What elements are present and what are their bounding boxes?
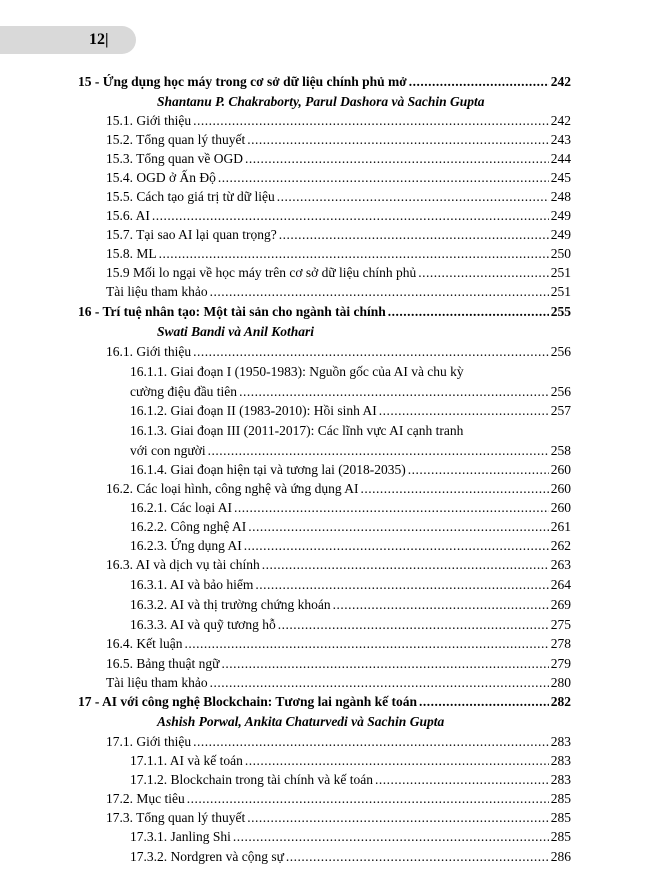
toc-entry[interactable]: 17.1.2. Blockchain trong tài chính và kế toán ..... 283 [130, 770, 571, 790]
toc-entry-line1[interactable]: 16.1.3. Giai đoạn III (2011-2017): Các lĩnh vực AI cạnh tranh [130, 423, 464, 438]
toc-entry[interactable]: 15.8. ML ..... 250 [106, 244, 571, 264]
toc-entry[interactable]: 16.5. Bảng thuật ngữ ..... 279 [106, 654, 571, 674]
page-number: 12| [89, 31, 109, 48]
toc-chapter-15-authors: Shantanu P. Chakraborty, Parul Dashora và Sachin Gupta [157, 94, 485, 109]
toc-entry-page: 282 [550, 694, 571, 709]
toc-chapter-17[interactable] [78, 692, 571, 712]
toc-entry[interactable]: cường điệu đầu tiên ..... 256 [130, 382, 571, 402]
toc-entry-title: 16 - Trí tuệ nhân tạo: Một tài sản cho ngành tài chính [78, 304, 386, 319]
toc-chapter-16[interactable] [78, 302, 571, 322]
toc-entry[interactable]: 17.1. Giới thiệu ..... 283 [106, 732, 571, 752]
toc-entry-title: 17 - AI với công nghệ Blockchain: Tương lai ngành kế toán [78, 694, 417, 709]
toc-entry-page: 242 [550, 74, 571, 89]
toc-entry[interactable]: 16.3.2. AI và thị trường chứng khoán ..... 269 [130, 595, 571, 615]
toc-entry[interactable]: 17.2. Mục tiêu ..... 285 [106, 789, 571, 809]
toc-entry[interactable]: 16.2.2. Công nghệ AI ..... 261 [130, 517, 571, 537]
toc-entry[interactable]: Tài liệu tham khảo ..... 251 [106, 282, 571, 302]
toc-entry[interactable]: 15.5. Cách tạo giá trị từ dữ liệu ..... 248 [106, 187, 571, 207]
toc-entry[interactable]: 15.3. Tổng quan về OGD ..... 244 [106, 149, 571, 169]
toc-entry[interactable]: 16.3.1. AI và bảo hiểm ..... 264 [130, 575, 571, 595]
toc-entry[interactable]: 15.6. AI ..... 249 [106, 206, 571, 226]
toc-entry[interactable]: 15.1. Giới thiệu ..... 242 [106, 111, 571, 131]
toc-entry[interactable]: 16.3. AI và dịch vụ tài chính ..... 263 [106, 555, 571, 575]
toc-entry[interactable]: 16.1.4. Giai đoạn hiện tại và tương lai (2018-2035) ..... 260 [130, 460, 571, 480]
toc-entry[interactable]: 15.2. Tổng quan lý thuyết ..... 243 [106, 130, 571, 150]
toc-entry[interactable]: 15.9 Mối lo ngại về học máy trên cơ sở dữ liệu chính phủ ..... 251 [106, 263, 571, 283]
toc-entry[interactable]: 15.7. Tại sao AI lại quan trọng? ..... 249 [106, 225, 571, 245]
toc-entry[interactable]: 17.3.1. Janling Shi ..... 285 [130, 827, 571, 847]
toc-entry-page: 255 [550, 304, 571, 319]
toc-chapter-17-authors: Ashish Porwal, Ankita Chaturvedi và Sachin Gupta [157, 714, 445, 729]
toc-entry[interactable]: 15.4. OGD ở Ấn Độ ..... 245 [106, 168, 571, 188]
toc-entry[interactable]: 16.1.2. Giai đoạn II (1983-2010): Hồi sinh AI ..... 257 [130, 401, 571, 421]
toc-entry[interactable]: 16.2. Các loại hình, công nghệ và ứng dụng AI ..... 260 [106, 479, 571, 499]
toc-entry[interactable]: với con người ..... 258 [130, 441, 571, 461]
toc-entry-title: 15 - Ứng dụng học máy trong cơ sở dữ liệu chính phủ mở [78, 74, 407, 89]
toc-entry[interactable]: 16.2.1. Các loại AI ..... 260 [130, 498, 571, 518]
toc-chapter-15[interactable] [78, 72, 571, 92]
toc-entry[interactable]: 17.1.1. AI và kế toán ..... 283 [130, 751, 571, 771]
toc-entry[interactable]: 17.3. Tổng quan lý thuyết ..... 285 [106, 808, 571, 828]
toc-entry[interactable]: Tài liệu tham khảo ..... 280 [106, 673, 571, 693]
toc-entry[interactable]: 16.1. Giới thiệu ..... 256 [106, 342, 571, 362]
toc-entry[interactable]: 17.3.2. Nordgren và cộng sự ..... 286 [130, 847, 571, 867]
page-number-tab [0, 26, 136, 54]
toc-entry[interactable]: 16.3.3. AI và quỹ tương hỗ ..... 275 [130, 615, 571, 635]
toc-chapter-16-authors: Swati Bandi và Anil Kothari [157, 324, 315, 339]
toc-entry-line1[interactable]: 16.1.1. Giai đoạn I (1950-1983): Nguồn gốc của AI và chu kỳ [130, 364, 464, 379]
toc-entry[interactable]: 16.2.3. Ứng dụng AI ..... 262 [130, 536, 571, 556]
toc-entry[interactable]: 16.4. Kết luận ..... 278 [106, 634, 571, 654]
